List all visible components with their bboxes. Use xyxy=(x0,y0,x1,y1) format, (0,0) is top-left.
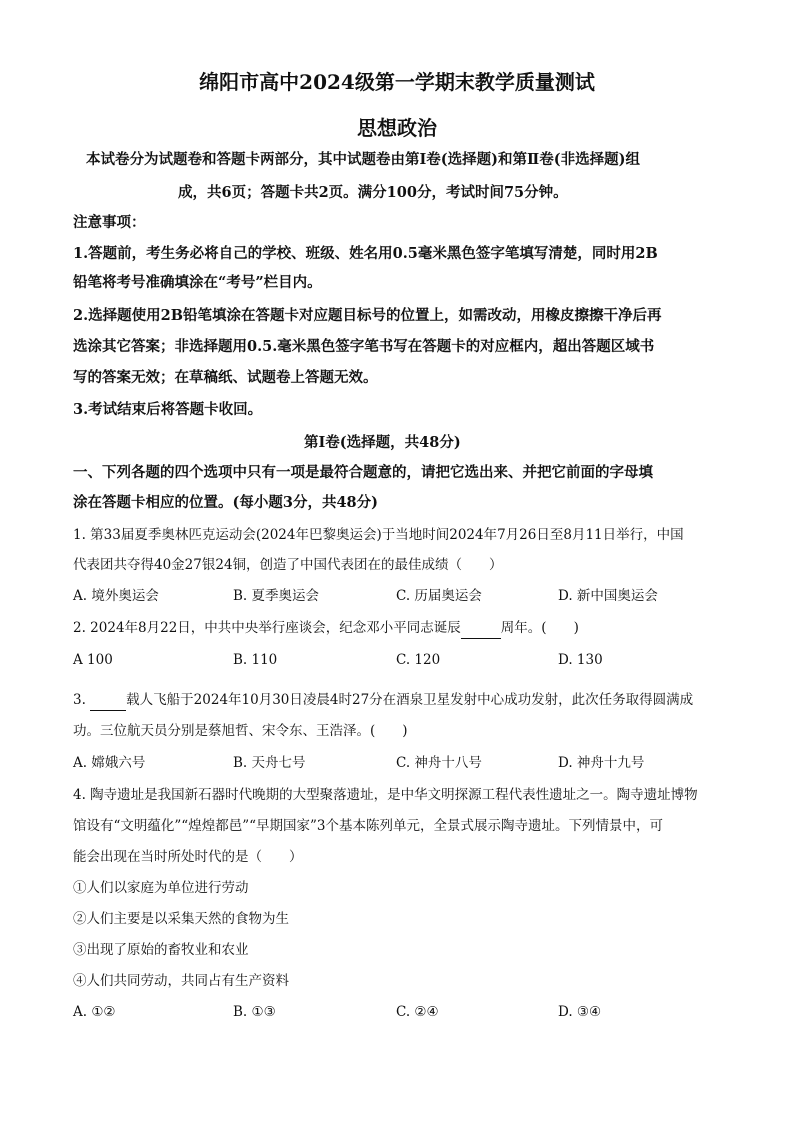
q4-statement-1: ①人们以家庭为单位进行劳动 xyxy=(73,880,249,896)
q1-option-c: C. 历届奥运会 xyxy=(396,588,482,604)
section-instruction-line-1: 一、下列各题的四个选项中只有一项是最符合题意的，请把它选出来、并把它前面的字母填 xyxy=(73,464,653,481)
note-2-line-1: 2.选择题使用2B铅笔填涂在答题卡对应题目标号的位置上，如需改动，用橡皮擦擦干净后再 xyxy=(73,307,662,324)
question-2-text-end: 周年。( ) xyxy=(500,620,579,636)
question-1-line-2: 代表团共夺得40金27银24铜，创造了中国代表团在的最佳成绩（ ） xyxy=(73,557,503,573)
answer-blank xyxy=(461,618,501,639)
q4-option-a: A. ①② xyxy=(73,1004,116,1020)
q4-option-d: D. ③④ xyxy=(558,1004,602,1020)
q3-option-a: A. 嫦娥六号 xyxy=(73,755,146,771)
q4-statement-2: ②人们主要是以采集天然的食物为生 xyxy=(73,911,289,927)
note-1-line-1: 1.答题前，考生务必将自己的学校、班级、姓名用0.5毫米黑色签字笔填写清楚，同时用2B xyxy=(73,245,658,262)
note-3: 3.考试结束后将答题卡收回。 xyxy=(73,401,263,418)
question-3-text: 载人飞船于2024年10月30日凌晨4时27分在酒泉卫星发射中心成功发射，此次任务取得圆满成 xyxy=(126,692,694,708)
q1-option-b: B. 夏季奥运会 xyxy=(233,588,320,604)
q3-option-c: C. 神舟十八号 xyxy=(396,755,482,771)
question-1-line-1: 1. 第33届夏季奥林匹克运动会(2024年巴黎奥运会)于当地时间2024年7月26日至8月11日举行，中国 xyxy=(73,527,684,543)
question-2-text: 2. 2024年8月22日，中共中央举行座谈会，纪念邓小平同志诞辰 xyxy=(73,620,461,636)
q1-option-d: D. 新中国奥运会 xyxy=(558,588,658,604)
question-3-line-2: 功。三位航天员分别是蔡旭哲、宋令东、王浩泽。( ) xyxy=(73,723,408,739)
question-2 xyxy=(73,618,579,639)
note-1-line-2: 铅笔将考号准确填涂在“考号”栏目内。 xyxy=(73,274,322,291)
q3-option-d: D. 神舟十九号 xyxy=(558,755,645,771)
q4-option-c: C. ②④ xyxy=(396,1004,439,1020)
q2-option-d: D. 130 xyxy=(558,652,603,668)
q4-statement-4: ④人们共同劳动，共同占有生产资料 xyxy=(73,973,289,989)
question-3-number: 3. xyxy=(73,692,91,708)
q2-option-c: C. 120 xyxy=(396,652,441,668)
question-4-line-1: 4. 陶寺遗址是我国新石器时代晚期的大型聚落遗址，是中华文明探源工程代表性遗址之一。陶寺遗址博物 xyxy=(73,787,698,803)
q1-option-a: A. 境外奥运会 xyxy=(73,588,159,604)
note-2-line-2: 选涂其它答案；非选择题用0.5.毫米黑色签字笔书写在答题卡的对应框内，超出答题区域书 xyxy=(73,338,655,355)
section-title: 第Ⅰ卷(选择题，共48分) xyxy=(304,434,461,451)
exam-title: 绵阳市高中2024级第一学期末教学质量测试 xyxy=(199,70,595,94)
intro-line-1: 本试卷分为试题卷和答题卡两部分，其中试题卷由第Ⅰ卷(选择题)和第Ⅱ卷(非选择题)组 xyxy=(86,151,640,168)
notes-heading: 注意事项： xyxy=(73,214,146,231)
note-2-line-3: 写的答案无效；在草稿纸、试题卷上答题无效。 xyxy=(73,369,378,386)
section-instruction-line-2: 涂在答题卡相应的位置。(每小题3分，共48分) xyxy=(73,494,378,511)
question-4-line-3: 能会出现在当时所处时代的是（ ） xyxy=(73,849,303,865)
q2-option-b: B. 110 xyxy=(233,652,278,668)
intro-line-2: 成，共6页；答题卡共2页。满分100分，考试时间75分钟。 xyxy=(178,184,568,201)
subject-title: 思想政治 xyxy=(357,116,437,140)
question-4-line-2: 馆设有“文明蕴化”“煌煌都邑”“早期国家”3个基本陈列单元，全景式展示陶寺遗址。下列情景中，可 xyxy=(73,818,663,834)
q3-option-b: B. 天舟七号 xyxy=(233,755,306,771)
answer-blank xyxy=(90,690,126,711)
q4-option-b: B. ①③ xyxy=(233,1004,276,1020)
q2-option-a: A 100 xyxy=(73,652,113,668)
question-3-line-1 xyxy=(73,690,693,711)
q4-statement-3: ③出现了原始的畜牧业和农业 xyxy=(73,942,249,958)
